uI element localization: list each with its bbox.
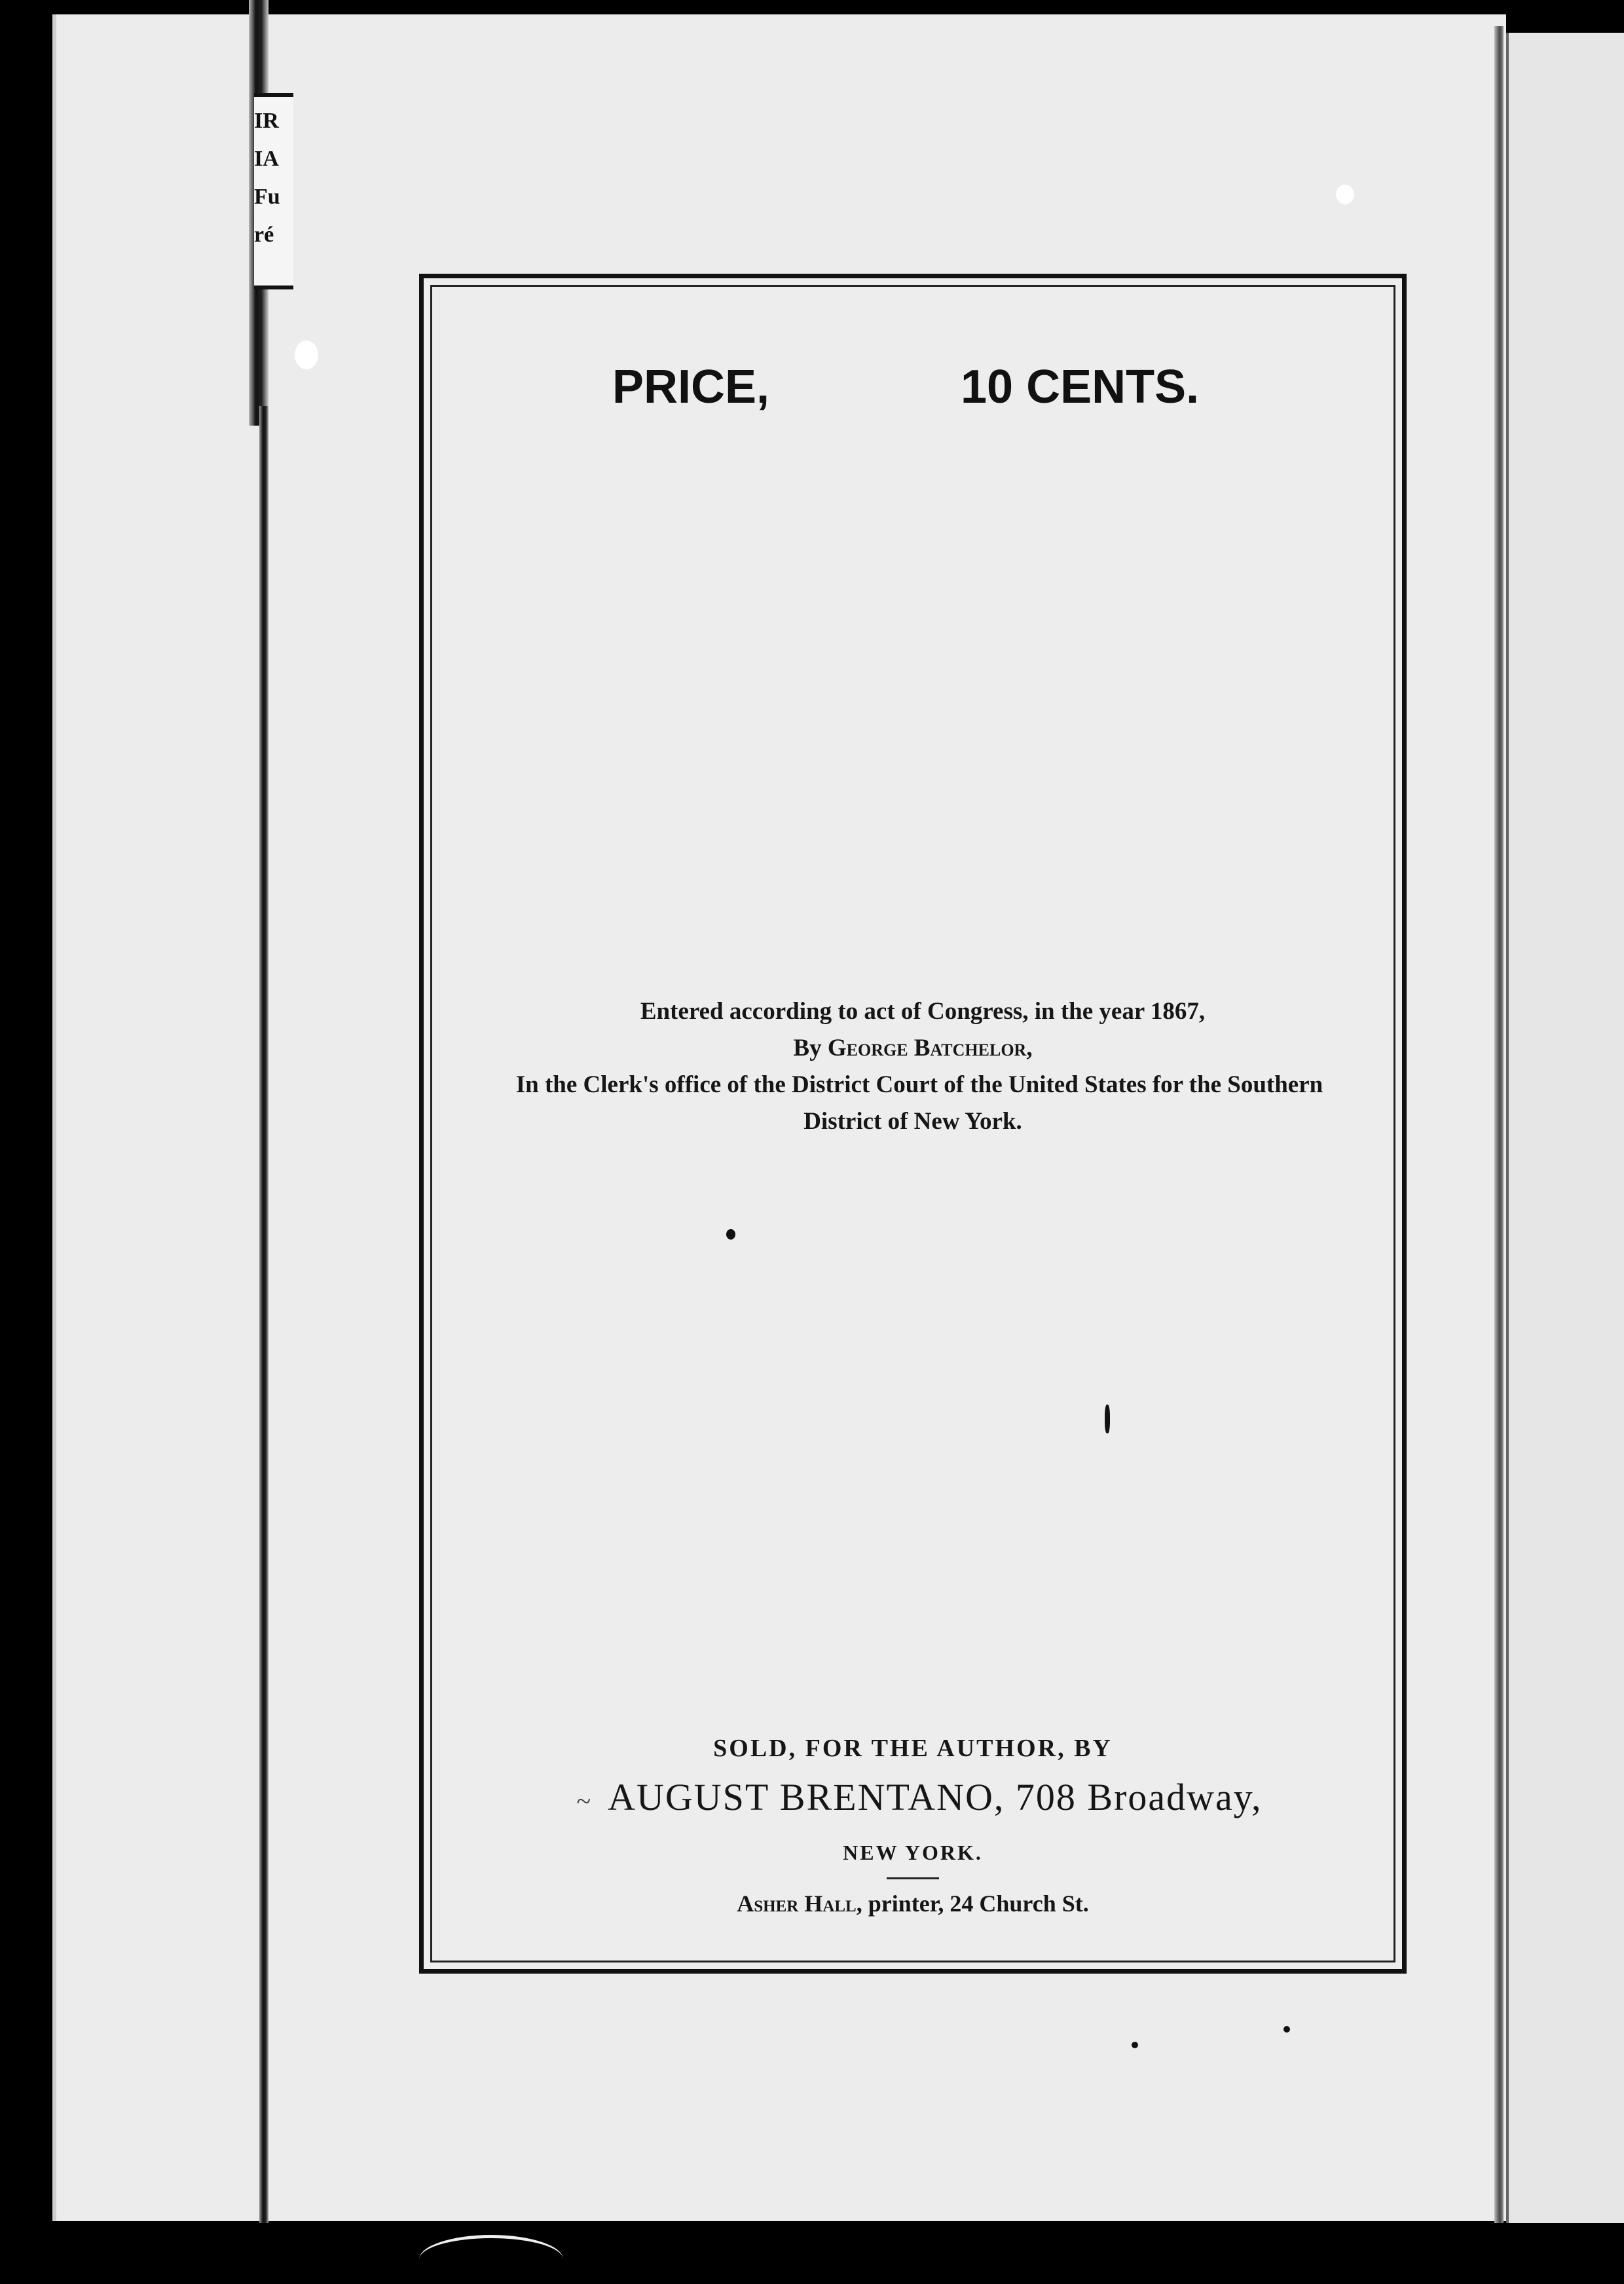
ink-speck xyxy=(1283,2026,1290,2033)
copyright-line-4: District of New York. xyxy=(803,1108,1022,1135)
publisher-line xyxy=(424,1771,1402,1828)
ink-speck xyxy=(1105,1405,1110,1433)
publisher-dash: ~ xyxy=(576,1786,593,1816)
spine-label-line: IA xyxy=(254,147,279,171)
paper-speck xyxy=(1336,185,1354,204)
copyright-author: George Batchelor, xyxy=(827,1035,1033,1061)
publisher-name: AUGUST BRENTANO, 708 Broadway, xyxy=(608,1776,1263,1818)
city-line: NEW YORK. xyxy=(843,1840,983,1864)
imprint xyxy=(424,1725,1402,1920)
spine-label-line: Fu xyxy=(254,185,280,209)
title-frame xyxy=(419,274,1407,1974)
copyright-notice xyxy=(424,993,1402,1140)
price-value: 10 CENTS. xyxy=(961,361,1200,413)
city-rule xyxy=(887,1877,939,1879)
printer-line xyxy=(424,1887,1402,1920)
page-left-edge xyxy=(52,14,56,2221)
price-label: PRICE, xyxy=(612,361,770,413)
spine-label-line: IR xyxy=(254,109,279,133)
copyright-line-3: In the Clerk's office of the District Court of the United States for the Southern xyxy=(515,1071,1323,1098)
copyright-line-2 xyxy=(424,1030,1402,1067)
ink-speck xyxy=(726,1229,735,1240)
spine-label-line: ré xyxy=(254,223,274,247)
copyright-by: By xyxy=(793,1035,828,1061)
page-right-edge xyxy=(1494,26,1504,2226)
copyright-line-1: Entered according to act of Congress, in the year 1867, xyxy=(640,998,1206,1025)
printer-address: printer, 24 Church St. xyxy=(862,1890,1089,1917)
paper-speck xyxy=(295,341,318,369)
scan-bottom-edge xyxy=(0,2223,1624,2274)
scan-arc-mark xyxy=(419,2235,563,2284)
ink-speck xyxy=(1132,2042,1138,2048)
printer-name: Asher Hall, xyxy=(737,1890,862,1917)
spine-label xyxy=(254,93,293,289)
adjacent-page xyxy=(1506,33,1624,2226)
spine-fold-lower xyxy=(259,406,268,2226)
sold-by-line: SOLD, FOR THE AUTHOR, BY xyxy=(713,1735,1113,1762)
price-line xyxy=(424,360,1402,426)
